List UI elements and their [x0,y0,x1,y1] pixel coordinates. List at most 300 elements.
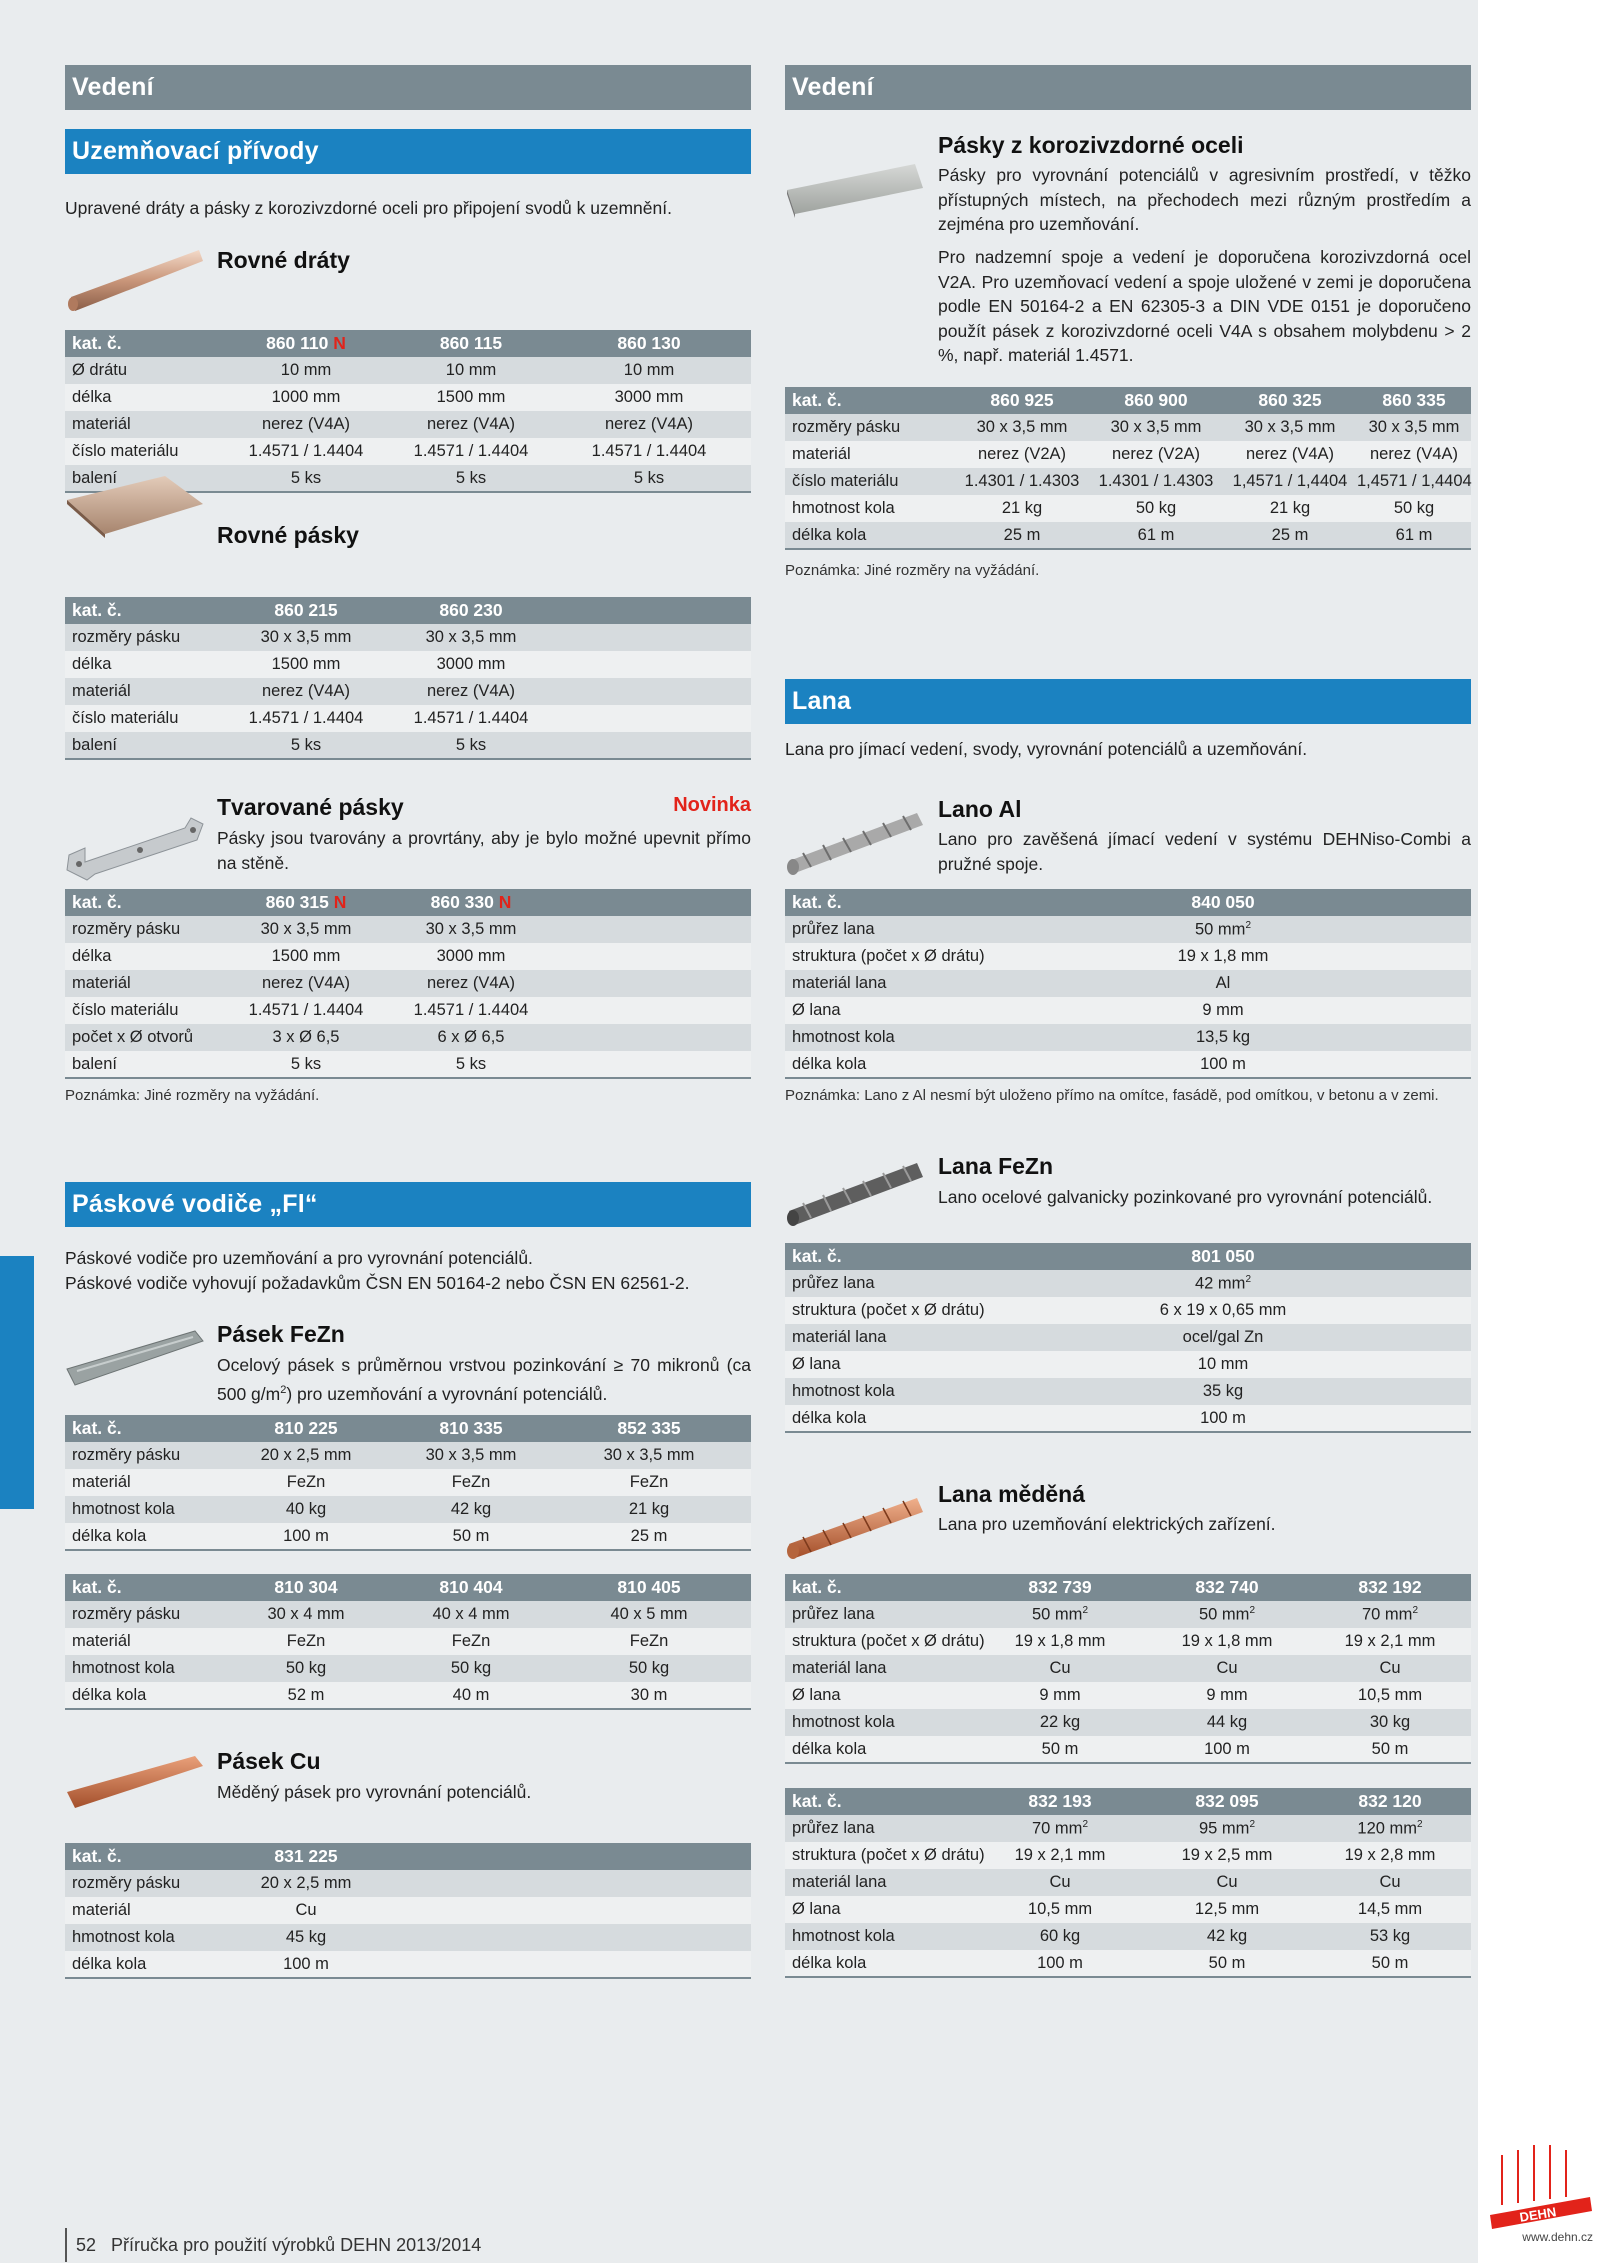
table-header-row [65,889,751,916]
header-cat-number [395,1574,547,1601]
table-row [65,624,751,651]
cell-value: Cu [1145,1869,1309,1896]
table-row [785,997,1471,1024]
header-cat-number [547,330,751,357]
new-marker: N [328,892,347,912]
cell-value: 1.4571 / 1.4404 [395,438,547,465]
header-text: 832 192 [1358,1577,1422,1597]
cell-value: 1,4571 / 1,4404 [1357,468,1471,495]
row-label: číslo materiálu [65,997,217,1024]
row-label: průřez lana [785,1601,975,1628]
cell-value: 1,4571 / 1,4404 [1223,468,1357,495]
header-text: 860 335 [1382,390,1446,410]
cell-value: 50 kg [217,1655,395,1682]
header-text: kat. č. [72,333,122,353]
table-row [65,1024,751,1051]
logo-text: DEHN [1518,2204,1558,2225]
table-row [65,705,751,732]
header-text: 831 225 [274,1846,338,1866]
section-header-uzemnovaci-privody: Uzemňovací přívody [65,129,751,174]
cell-value: 30 kg [1309,1709,1471,1736]
table-row [785,1950,1471,1977]
cell-value: 19 x 1,8 mm [1145,1628,1309,1655]
cell-value [547,1924,751,1951]
row-label: číslo materiálu [65,438,217,465]
header-cat-number [975,1574,1145,1601]
header-cat-number [547,1415,751,1442]
product-title-lano-al: Lano Al [938,796,1022,822]
cell-value: nerez (V4A) [395,970,547,997]
cell-value: 5 ks [217,1051,395,1078]
flat-strip-image [65,470,205,540]
cell-value: 30 x 3,5 mm [547,1442,751,1469]
header-text: kat. č. [72,600,122,620]
cell-value [547,1951,751,1978]
lano-al-desc: Lano pro zavěšená jímací vedení v systému DEHNiso-Combi a pružné spoje. [938,829,1471,874]
cell-value: 50 $mm^2$ [975,916,1471,943]
table-row [785,522,1471,549]
table-header-row [785,1574,1471,1601]
cell-value: 30 x 3,5 mm [955,414,1089,441]
header-cat-number [1145,1574,1309,1601]
cell-value: FeZn [395,1469,547,1496]
header-cat-number [217,597,395,624]
header-text: 810 304 [274,1577,338,1597]
cell-value: 22 kg [975,1709,1145,1736]
row-label: délka kola [785,1405,975,1432]
rod-image [65,245,205,320]
header-text: 810 404 [439,1577,503,1597]
header-cat-number [395,1843,547,1870]
cell-value: 9 mm [975,1682,1145,1709]
spec-table-rovne-pasky [65,597,751,760]
spec-table-pasky-korozivzdorne [785,387,1471,550]
cell-value: nerez (V4A) [547,411,751,438]
table-row [65,1601,751,1628]
row-label: struktura (počet x Ø drátu) [785,943,975,970]
cell-value: 1.4571 / 1.4404 [395,997,547,1024]
cell-value: 19 x 2,5 mm [1145,1842,1309,1869]
header-cat-number [395,597,547,624]
header-cat-number [395,1415,547,1442]
header-text: 832 739 [1028,1577,1092,1597]
cell-value: 5 ks [395,732,547,759]
product-title-lana-fezn: Lana FeZn [938,1153,1054,1179]
cell-value: 10 mm [395,357,547,384]
cell-value: 30 x 3,5 mm [395,916,547,943]
header-cat-number [975,1243,1471,1270]
header-cat-number [217,330,395,357]
table-row [65,1628,751,1655]
cell-value: 42 kg [1145,1923,1309,1950]
row-label: balení [65,465,217,492]
cell-value: 3000 mm [395,943,547,970]
table-row [785,1405,1471,1432]
cell-value: 42 $mm^2$ [975,1270,1471,1297]
table-row [65,1496,751,1523]
header-cat-number [217,1843,395,1870]
table-row [785,1655,1471,1682]
table-row [65,1655,751,1682]
header-text: 801 050 [1191,1246,1255,1266]
cell-value: 1.4301 / 1.4303 [955,468,1089,495]
table-row [65,678,751,705]
cell-value: Cu [217,1897,395,1924]
cell-value [395,1951,547,1978]
table-header-row [65,1415,751,1442]
product-title-pasek-cu: Pásek Cu [217,1748,321,1774]
row-label: materiál [65,411,217,438]
header-text: 860 900 [1124,390,1188,410]
cell-value: 53 kg [1309,1923,1471,1950]
cell-value [547,970,751,997]
header-text: 860 925 [990,390,1054,410]
cell-value: 100 m [217,1951,395,1978]
pasky-kor-note: Poznámka: Jiné rozměry na vyžádání. [785,562,1040,579]
row-label: délka kola [65,1951,217,1978]
row-label: Ø drátu [65,357,217,384]
cell-value: 21 kg [1223,495,1357,522]
row-label: struktura (počet x Ø drátu) [785,1842,975,1869]
table-row [785,1815,1471,1842]
cell-value: 50 kg [1089,495,1223,522]
table-row [785,414,1471,441]
cell-value: 10 mm [975,1351,1471,1378]
cell-value: 1500 mm [395,384,547,411]
cell-value: 50 $mm^2$ [1145,1601,1309,1628]
table-row [785,1351,1471,1378]
header-text: 860 115 [439,333,503,353]
cell-value: 12,5 mm [1145,1896,1309,1923]
header-text: kat. č. [72,1846,122,1866]
cell-value: FeZn [217,1469,395,1496]
table-row [785,1024,1471,1051]
cell-value: 40 x 4 mm [395,1601,547,1628]
header-label [65,1843,217,1870]
header-label [65,1415,217,1442]
cell-value: 50 $mm^2$ [975,1601,1145,1628]
table-row [65,384,751,411]
header-text: 832 095 [1195,1791,1259,1811]
cell-value: 50 m [1309,1736,1471,1763]
row-label: rozměry pásku [65,624,217,651]
cell-value: 21 kg [955,495,1089,522]
header-label [65,330,217,357]
cell-value: 30 x 3,5 mm [217,916,395,943]
cell-value: Cu [1145,1655,1309,1682]
row-label: hmotnost kola [785,1709,975,1736]
lana-medena-desc: Lana pro uzemňování elektrických zařízení. [938,1514,1276,1534]
row-label: materiál [65,1469,217,1496]
header-text: kat. č. [792,1791,842,1811]
row-label: materiál lana [785,970,975,997]
row-label: rozměry pásku [785,414,955,441]
cell-value: 1.4571 / 1.4404 [217,438,395,465]
website-url: www.dehn.cz [1522,2230,1593,2244]
cell-value [547,943,751,970]
cell-value: 50 kg [547,1655,751,1682]
header-cat-number [955,387,1089,414]
cell-value: 19 x 2,1 mm [1309,1628,1471,1655]
cell-value: 1500 mm [217,943,395,970]
cell-value: 50 m [1309,1950,1471,1977]
header-cat-number [217,1574,395,1601]
lano-al-note: Poznámka: Lano z Al nesmí být uloženo přímo na omítce, fasádě, pod omítkou, v betonu a v zemi. [785,1087,1439,1104]
section-header-paskove-vodice: Páskové vodiče „Fl“ [65,1182,751,1227]
header-text: kat. č. [792,1577,842,1597]
row-label: číslo materiálu [785,468,955,495]
cell-value: 120 $mm^2$ [1309,1815,1471,1842]
spec-table-pasek-cu [65,1843,751,1979]
cell-value: 44 kg [1145,1709,1309,1736]
cell-value: 3000 mm [395,651,547,678]
row-label: délka [65,943,217,970]
row-label: materiál lana [785,1869,975,1896]
row-label: materiál [785,441,955,468]
shaped-strip-image [65,810,205,885]
header-text: 860 215 [274,600,338,620]
cell-value [395,1897,547,1924]
cell-value: 30 x 3,5 mm [1089,414,1223,441]
header-cat-number [217,889,395,916]
cell-value: 60 kg [975,1923,1145,1950]
stainless-strip-image [785,160,925,220]
product-title-rovne-pasky: Rovné pásky [217,522,359,548]
pasky-kor-desc-1: Pásky pro vyrovnání potenciálů v agresivním prostředí, v těžko přístupných místech, na přechodech mezi různým prostředím a zejména pro uzemňování. [938,165,1471,234]
cell-value: 40 x 5 mm [547,1601,751,1628]
table-row [65,1897,751,1924]
page-footer [65,2228,481,2262]
row-label: délka kola [785,1950,975,1977]
section-header-vedeni: Vedení [65,65,751,110]
cell-value: 13,5 kg [975,1024,1471,1051]
cell-value [547,916,751,943]
table-header-row [65,330,751,357]
cell-value: 100 m [1145,1736,1309,1763]
table-header-row [65,597,751,624]
cell-value: 14,5 mm [1309,1896,1471,1923]
cell-value: nerez (V4A) [217,678,395,705]
cell-value [547,1024,751,1051]
cell-value: 21 kg [547,1496,751,1523]
cell-value: ocel/gal Zn [975,1324,1471,1351]
header-text: 860 130 [617,333,681,353]
cell-value: 50 kg [395,1655,547,1682]
table-row [785,1270,1471,1297]
header-text: 860 110 [266,333,329,353]
row-label: Ø lana [785,997,975,1024]
header-cat-number [1223,387,1357,414]
row-label: materiál [65,1897,217,1924]
row-label: hmotnost kola [65,1496,217,1523]
table-row [785,1601,1471,1628]
cell-value: 35 kg [975,1378,1471,1405]
cell-value: 19 x 1,8 mm [975,943,1471,970]
cell-value: 5 ks [547,465,751,492]
cell-value: 19 x 2,8 mm [1309,1842,1471,1869]
row-label: číslo materiálu [65,705,217,732]
lana-fezn-desc: Lano ocelové galvanicky pozinkované pro vyrovnání potenciálů. [938,1187,1433,1207]
cell-value: nerez (V4A) [1357,441,1471,468]
header-label [785,889,975,916]
spec-table-lana-fezn [785,1243,1471,1433]
cell-value: 1.4571 / 1.4404 [217,705,395,732]
cell-value: nerez (V4A) [217,411,395,438]
cell-value: 50 kg [1357,495,1471,522]
header-cat-number [547,889,751,916]
tvarovane-title-row [217,794,751,824]
table-row [785,1842,1471,1869]
header-cat-number [1357,387,1471,414]
table-row [65,1924,751,1951]
cell-value: 19 x 1,8 mm [975,1628,1145,1655]
table-row [65,916,751,943]
row-label: délka kola [785,522,955,549]
table-header-row [785,1788,1471,1815]
cell-value: 52 m [217,1682,395,1709]
row-label: rozměry pásku [65,1870,217,1897]
table-row [65,1523,751,1550]
table-row [65,1870,751,1897]
spec-table-lana-medena-2 [785,1788,1471,1978]
header-label [785,1574,975,1601]
cell-value: 30 x 4 mm [217,1601,395,1628]
header-cat-number [547,597,751,624]
cell-value: 61 m [1089,522,1223,549]
header-text: 832 120 [1358,1791,1422,1811]
table-row [785,1628,1471,1655]
cell-value: nerez (V4A) [395,411,547,438]
pasek-cu-desc: Měděný pásek pro vyrovnání potenciálů. [217,1782,532,1802]
spec-table-rovne-draty [65,330,751,493]
header-label [65,1574,217,1601]
table-row [785,1297,1471,1324]
cell-value: 19 x 2,1 mm [975,1842,1145,1869]
row-label: délka kola [65,1523,217,1550]
row-label: průřez lana [785,1815,975,1842]
cell-value: 25 m [955,522,1089,549]
row-label: struktura (počet x Ø drátu) [785,1628,975,1655]
cu-cable-image [785,1490,925,1565]
cell-value: 9 mm [975,997,1471,1024]
header-text: 832 740 [1195,1577,1259,1597]
section-header-lana: Lana [785,679,1471,724]
cell-value [547,705,751,732]
row-label: průřez lana [785,1270,975,1297]
cell-value: nerez (V4A) [395,678,547,705]
cell-value: FeZn [547,1469,751,1496]
table-row [785,916,1471,943]
table-row [785,1923,1471,1950]
cell-value: 30 x 3,5 mm [1357,414,1471,441]
cell-value: FeZn [547,1628,751,1655]
row-label: délka kola [785,1736,975,1763]
cell-value: nerez (V4A) [217,970,395,997]
cell-value: Cu [1309,1655,1471,1682]
header-text: kat. č. [72,1418,122,1438]
row-label: délka kola [785,1051,975,1078]
cell-value: 100 m [975,1051,1471,1078]
table-row [65,1682,751,1709]
header-label [785,1788,975,1815]
header-cat-number [1145,1788,1309,1815]
row-label: délka [65,651,217,678]
novinka-badge: Novinka [673,794,751,816]
row-label: rozměry pásku [65,1442,217,1469]
row-label: balení [65,732,217,759]
row-label: rozměry pásku [65,916,217,943]
table-row [65,411,751,438]
row-label: rozměry pásku [65,1601,217,1628]
al-cable-image [785,805,925,880]
new-marker: N [328,333,346,353]
cell-value [547,651,751,678]
table-row [785,1736,1471,1763]
cell-value: 5 ks [395,1051,547,1078]
table-row [65,1442,751,1469]
cell-value: 5 ks [395,465,547,492]
new-marker: N [493,892,512,912]
uzem-intro-text: Upravené dráty a pásky z korozivzdorné oceli pro připojení svodů k uzemnění. [65,198,672,218]
header-text: 860 315 [265,892,329,912]
table-row [785,1051,1471,1078]
cell-value [395,1924,547,1951]
cell-value: FeZn [217,1628,395,1655]
header-text: 860 330 [430,892,494,912]
cell-value: 25 m [547,1523,751,1550]
row-label: hmotnost kola [65,1655,217,1682]
tvarovane-desc: Pásky jsou tvarovány a provrtány, aby je bylo možné upevnit přímo na stěně. [217,828,751,873]
table-row [65,943,751,970]
cell-value: 10 mm [547,357,751,384]
table-row [65,970,751,997]
table-header-row [785,387,1471,414]
cell-value: 70 $mm^2$ [975,1815,1145,1842]
fezn-strip-image [65,1325,205,1395]
cell-value: 30 x 3,5 mm [395,624,547,651]
header-text: 832 193 [1028,1791,1092,1811]
row-label: délka kola [65,1682,217,1709]
header-text: 810 335 [439,1418,503,1438]
table-row [785,943,1471,970]
header-cat-number [395,889,547,916]
header-cat-number [1089,387,1223,414]
cell-value: nerez (V2A) [1089,441,1223,468]
product-title-tvarovane-pasky: Tvarované pásky [217,794,404,820]
table-row [65,357,751,384]
table-header-row [65,1574,751,1601]
cell-value: Cu [1309,1869,1471,1896]
table-header-row [65,1843,751,1870]
lana-intro: Lana pro jímací vedení, svody, vyrovnání potenciálů a uzemňování. [785,739,1308,759]
table-row [65,1469,751,1496]
cell-value: 5 ks [217,732,395,759]
cell-value: 50 m [1145,1950,1309,1977]
header-cat-number [547,1843,751,1870]
cell-value [547,732,751,759]
table-row [785,1378,1471,1405]
cell-value: 50 m [975,1736,1145,1763]
row-label: materiál lana [785,1324,975,1351]
row-label: hmotnost kola [785,1024,975,1051]
row-label: počet x Ø otvorů [65,1024,217,1051]
header-text: 860 230 [439,600,503,620]
row-label: Ø lana [785,1682,975,1709]
header-label [785,387,955,414]
row-label: průřez lana [785,916,975,943]
cell-value: 20 x 2,5 mm [217,1442,395,1469]
cell-value: 30 x 3,5 mm [1223,414,1357,441]
